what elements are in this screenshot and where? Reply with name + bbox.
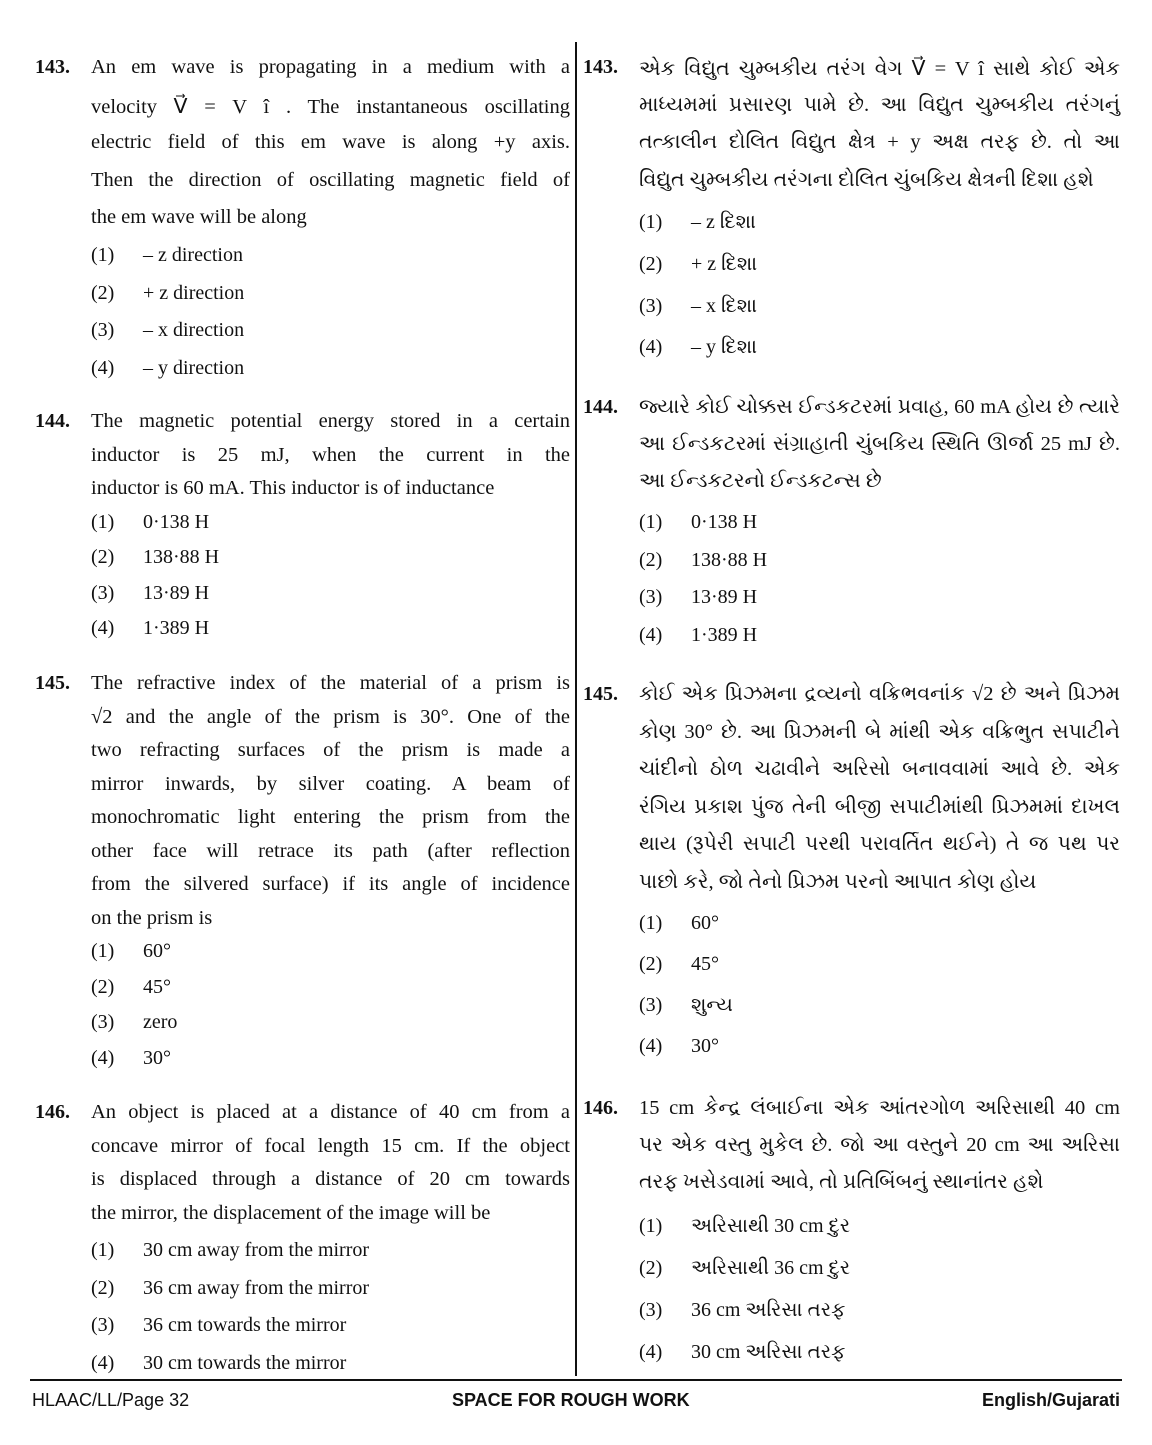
question-text-line: તરફ ખસેડવામાં આવે, તો પ્રતિબિંબનું સ્થાનાંતર હશે bbox=[639, 1171, 1044, 1193]
option-number: (4) bbox=[91, 1352, 115, 1375]
option-number: (2) bbox=[639, 1257, 663, 1279]
question-text-line: is displaced through a distance of 20 cm towards bbox=[91, 1168, 570, 1191]
question-text-line: પાછો કરે, જો તેનો પ્રિઝમ પરનો આપાત કોણ હોય bbox=[639, 871, 1037, 893]
option-text: 0·138 H bbox=[143, 511, 210, 533]
option-text: 60° bbox=[143, 940, 171, 962]
question-text-line: આ ઈન્ડકટરનો ઈન્ડકટન્સ છે bbox=[639, 470, 882, 492]
question-number: 144. bbox=[583, 396, 618, 418]
option-number: (2) bbox=[639, 953, 663, 975]
option-number: (1) bbox=[91, 244, 115, 266]
question-text-line: માધ્યમમાં પ્રસારણ પામે છે. આ વિદ્યુત ચુમ્બકીય તરંગનું bbox=[639, 93, 1120, 116]
question-text-line: concave mirror of focal length 15 cm. If the object bbox=[91, 1134, 570, 1157]
option-number: (3) bbox=[639, 294, 663, 317]
answer-option bbox=[91, 1047, 171, 1070]
option-number: (2) bbox=[91, 975, 115, 998]
question-text-line: the em wave will be along bbox=[91, 206, 307, 228]
question-text-line: વિદ્યુત ચુમ્બકીય તરંગના દોલિત ચુંબકિય ક્ષેત્રની દિશા હશે bbox=[639, 168, 1094, 191]
answer-option bbox=[639, 295, 757, 318]
option-number: (3) bbox=[91, 1011, 115, 1034]
question-text-line: થાય (રૂપેરી સપાટી પરથી પરાવર્તિત થઈને) તે જ પથ પર bbox=[639, 833, 1120, 856]
answer-option bbox=[639, 1299, 845, 1322]
answer-option bbox=[639, 994, 733, 1017]
question-text-line: monochromatic light entering the prism from the bbox=[91, 806, 570, 828]
option-text: 36 cm અરિસા તરફ bbox=[691, 1299, 846, 1321]
option-text: 138·88 H bbox=[143, 546, 220, 569]
question-number: 143. bbox=[583, 56, 618, 78]
option-text: 45° bbox=[691, 953, 719, 975]
question-text-line: કોણ 30° છે. આ પ્રિઝમની બે માંથી એક વક્રિભુત સપાટીને bbox=[639, 720, 1120, 743]
option-text: zero bbox=[143, 1011, 178, 1034]
answer-option bbox=[639, 953, 719, 976]
answer-option bbox=[639, 1035, 719, 1058]
option-text: 1·389 H bbox=[691, 624, 758, 647]
answer-option bbox=[91, 940, 171, 963]
question-text-line: 15 cm કેન્દ્ર લંબાઈના એક આંતરગોળ અરિસાથી 40 cm bbox=[639, 1097, 1120, 1119]
option-text: 0·138 H bbox=[691, 511, 758, 533]
option-text: અરિસાથી 30 cm દુર bbox=[691, 1215, 851, 1237]
answer-option bbox=[91, 357, 244, 380]
option-text: + z direction bbox=[143, 281, 245, 304]
option-text: અરિસાથી 36 cm દુર bbox=[691, 1257, 851, 1279]
option-number: (4) bbox=[639, 336, 663, 359]
page-code: HLAAC/LL/Page 32 bbox=[32, 1390, 190, 1410]
option-number: (4) bbox=[639, 1341, 663, 1363]
option-text: – x દિશા bbox=[691, 294, 758, 317]
question-text-line: રંગિય પ્રકાશ પુંજ તેની બીજી સપાટીમાંથી પ્રિઝમમાં દાખલ bbox=[639, 795, 1120, 818]
question-number: 146. bbox=[35, 1101, 70, 1123]
option-text: 13·89 H bbox=[691, 586, 758, 609]
option-number: (3) bbox=[639, 994, 663, 1016]
option-text: 30° bbox=[143, 1047, 171, 1070]
answer-option bbox=[639, 549, 767, 572]
option-number: (4) bbox=[639, 624, 663, 647]
option-number: (1) bbox=[91, 1239, 115, 1261]
question-text-line: Then the direction of oscillating magnetic field of bbox=[91, 168, 570, 191]
question-text-line: electric field of this em wave is along +y axis. bbox=[91, 131, 570, 153]
question-number: 145. bbox=[583, 683, 618, 705]
option-text: 36 cm away from the mirror bbox=[143, 1276, 370, 1299]
option-text: – y direction bbox=[143, 357, 245, 380]
option-number: (4) bbox=[639, 1035, 663, 1057]
option-number: (3) bbox=[639, 1299, 663, 1321]
option-text: 1·389 H bbox=[143, 616, 210, 639]
answer-option bbox=[91, 546, 219, 569]
option-number: (1) bbox=[639, 511, 663, 533]
answer-option bbox=[91, 1239, 369, 1262]
question-text-line: other face will retrace its path (after reflection bbox=[91, 839, 570, 862]
question-number: 144. bbox=[35, 410, 70, 432]
question-text-line: inductor is 25 mJ, when the current in the bbox=[91, 443, 570, 466]
answer-option bbox=[639, 586, 757, 609]
language-label: English/Gujarati bbox=[981, 1390, 1120, 1410]
option-text: 60° bbox=[691, 912, 719, 934]
answer-option bbox=[91, 511, 209, 534]
question-text-line: The refractive index of the material of a prism is bbox=[91, 672, 570, 694]
option-number: (1) bbox=[91, 511, 115, 533]
option-number: (2) bbox=[91, 1276, 115, 1299]
answer-option bbox=[91, 1352, 346, 1375]
question-text-line: તત્કાલીન દોલિત વિદ્યુત ક્ષેત્ર + y અક્ષ તરફ છે. તો આ bbox=[639, 131, 1120, 153]
answer-option bbox=[639, 211, 756, 234]
column-divider bbox=[575, 42, 577, 1376]
option-text: – y દિશા bbox=[691, 336, 758, 359]
option-number: (3) bbox=[639, 586, 663, 609]
footer-rule bbox=[30, 1379, 1122, 1381]
option-number: (1) bbox=[639, 1215, 663, 1237]
answer-option bbox=[91, 1277, 369, 1300]
answer-option bbox=[639, 336, 757, 359]
answer-option bbox=[639, 511, 757, 534]
rough-work-label: SPACE FOR ROUGH WORK bbox=[452, 1390, 690, 1410]
question-text-line: પર એક વસ્તુ મુકેલ છે. જો આ વસ્તુને 20 cm આ અરિસા bbox=[639, 1134, 1120, 1156]
option-number: (2) bbox=[639, 252, 663, 275]
answer-option bbox=[639, 912, 719, 935]
answer-option bbox=[91, 244, 243, 267]
answer-option bbox=[91, 1314, 346, 1337]
option-text: 30° bbox=[691, 1035, 719, 1057]
option-number: (3) bbox=[91, 1314, 115, 1337]
answer-option bbox=[91, 319, 244, 342]
answer-option bbox=[639, 253, 757, 276]
option-text: 45° bbox=[143, 975, 171, 998]
option-number: (1) bbox=[639, 211, 663, 233]
option-number: (1) bbox=[639, 912, 663, 934]
option-text: + z દિશા bbox=[691, 252, 758, 275]
option-text: શુન્ય bbox=[691, 994, 733, 1016]
question-text-line: inductor is 60 mA. This inductor is of inductance bbox=[91, 477, 495, 499]
answer-option bbox=[91, 976, 171, 999]
answer-option bbox=[91, 617, 209, 640]
option-number: (4) bbox=[91, 1047, 115, 1070]
answer-option bbox=[639, 1215, 850, 1238]
answer-option bbox=[91, 1011, 177, 1034]
option-number: (2) bbox=[91, 546, 115, 569]
question-text-line: An object is placed at a distance of 40 cm from a bbox=[91, 1101, 570, 1123]
question-text-line: આ ઈન્ડકટરમાં સંગ્રાહાતી ચુંબકિય સ્થિતિ ઊર્જા 25 mJ છે. bbox=[639, 433, 1120, 455]
option-text: – z દિશા bbox=[691, 211, 756, 233]
question-number: 146. bbox=[583, 1097, 618, 1119]
option-text: 36 cm towards the mirror bbox=[143, 1314, 347, 1337]
question-text-line: √2 and the angle of the prism is 30°. One of the bbox=[91, 705, 570, 728]
option-number: (1) bbox=[91, 940, 115, 962]
option-text: – x direction bbox=[143, 319, 245, 342]
question-text-line: જ્યારે કોઈ ચોક્કસ ઈન્ડકટરમાં પ્રવાહ, 60 mA હોય છે ત્યારે bbox=[639, 396, 1120, 418]
option-number: (3) bbox=[91, 581, 115, 604]
question-text-line: velocity V⃗ = V î . The instantaneous oscillating bbox=[91, 95, 570, 118]
option-text: 30 cm away from the mirror bbox=[143, 1239, 370, 1261]
answer-option bbox=[639, 1341, 845, 1364]
question-number: 145. bbox=[35, 672, 70, 694]
question-text-line: on the prism is bbox=[91, 906, 213, 929]
answer-option bbox=[639, 1257, 850, 1280]
option-number: (2) bbox=[91, 281, 115, 304]
answer-option bbox=[91, 582, 209, 605]
question-text-line: The magnetic potential energy stored in a certain bbox=[91, 410, 570, 432]
question-text-line: the mirror, the displacement of the image will be bbox=[91, 1202, 491, 1225]
option-text: 138·88 H bbox=[691, 548, 768, 571]
option-text: 30 cm towards the mirror bbox=[143, 1352, 347, 1375]
question-text-line: from the silvered surface) if its angle of incidence bbox=[91, 873, 570, 895]
option-number: (4) bbox=[91, 357, 115, 380]
answer-option bbox=[91, 282, 244, 305]
option-number: (4) bbox=[91, 616, 115, 639]
answer-option bbox=[639, 624, 757, 647]
question-text-line: An em wave is propagating in a medium with a bbox=[91, 56, 570, 78]
question-text-line: ચાંદીનો ઠોળ ચઢાવીને અરિસો બનાવવામાં આવે છે. એક bbox=[639, 758, 1120, 781]
option-number: (3) bbox=[91, 319, 115, 342]
option-text: 13·89 H bbox=[143, 581, 210, 604]
option-text: 30 cm અરિસા તરફ bbox=[691, 1341, 846, 1363]
question-text-line: કોઈ એક પ્રિઝમના દ્રવ્યનો વક્રિભવનાંક √2 છે અને પ્રિઝમ bbox=[639, 683, 1120, 705]
question-text-line: two refracting surfaces of the prism is made a bbox=[91, 739, 570, 761]
question-number: 143. bbox=[35, 56, 70, 78]
question-text-line: એક વિદ્યુત ચુમ્બકીય તરંગ વેગ V⃗ = V î સાથે કોઈ એક bbox=[639, 58, 1120, 80]
option-number: (2) bbox=[639, 548, 663, 571]
question-text-line: mirror inwards, by silver coating. A beam of bbox=[91, 772, 570, 795]
option-text: – z direction bbox=[143, 244, 243, 266]
